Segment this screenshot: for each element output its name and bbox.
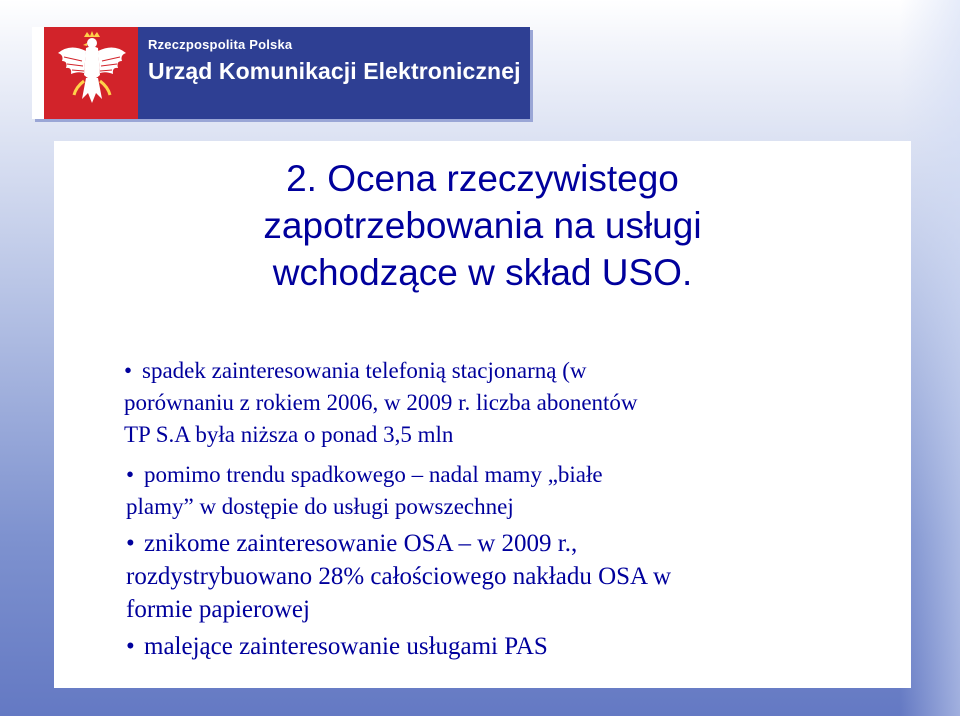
banner-text xyxy=(148,37,521,85)
bullet-text-line: znikome zainteresowanie OSA – w 2009 r., xyxy=(144,530,578,557)
title-line: wchodzące w skład USO. xyxy=(272,252,693,293)
bullet-text-line: rozdystrybuowano 28% całościowego nakładu OSA w xyxy=(126,563,672,590)
bullet-item xyxy=(126,527,886,626)
bullet-text-line: pomimo trendu spadkowego – nadal mamy „białe xyxy=(144,462,603,487)
country-label: Rzeczpospolita Polska xyxy=(148,37,293,52)
title-line: 2. Ocena rzeczywistego xyxy=(286,158,679,199)
bullet-symbol: • xyxy=(126,462,135,487)
bullet-item xyxy=(126,459,886,523)
office-name: Urząd Komunikacji Elektronicznej xyxy=(148,58,521,84)
flag-white-stripe xyxy=(32,27,44,119)
bullet-text-line: malejące zainteresowanie usługami PAS xyxy=(144,633,548,660)
bullet-symbol: • xyxy=(124,358,133,383)
bullet-text-line: plamy” w dostępie do usługi powszechnej xyxy=(126,494,514,519)
institution-banner xyxy=(32,27,530,119)
bullet-text-line: porównaniu z rokiem 2006, w 2009 r. liczba abonentów xyxy=(124,390,638,415)
title-line: zapotrzebowania na usługi xyxy=(263,205,702,246)
eagle-emblem-icon xyxy=(54,31,130,115)
bullet-list xyxy=(126,355,886,663)
bullet-symbol: • xyxy=(126,633,135,660)
bullet-item xyxy=(126,630,886,663)
bullet-item xyxy=(124,355,886,451)
slide-title xyxy=(54,155,911,296)
bullet-text-line: TP S.A była niższa o ponad 3,5 mln xyxy=(124,422,454,447)
bullet-text-line: formie papierowej xyxy=(126,596,310,623)
bullet-text-line: spadek zainteresowania telefonią stacjonarną (w xyxy=(142,358,587,383)
bullet-symbol: • xyxy=(126,530,135,557)
